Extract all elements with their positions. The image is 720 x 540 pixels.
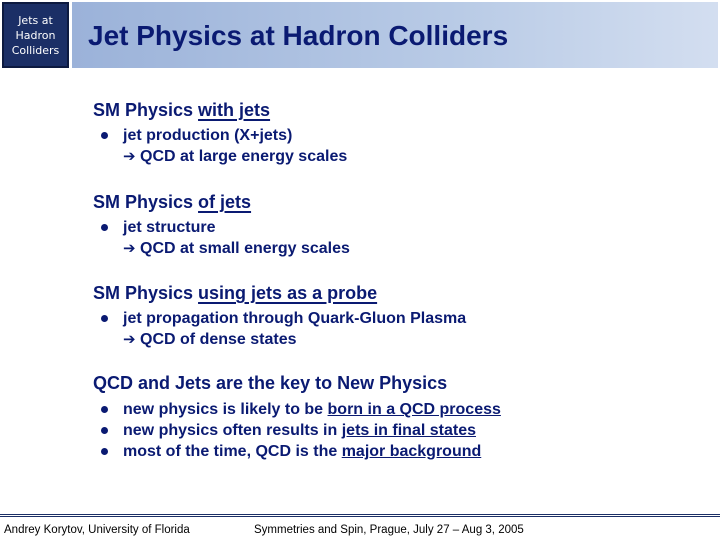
sub-text: QCD of dense states — [140, 331, 297, 348]
sub-text: QCD at small energy scales — [140, 240, 350, 257]
badge-line: Jets at — [18, 13, 53, 27]
bullet-dot-icon — [101, 315, 108, 322]
section-using-jets — [93, 282, 466, 350]
arrow-right-icon: ➔ — [123, 239, 136, 257]
bullet-text: jet propagation through Quark-Gluon Plasma — [123, 310, 467, 327]
bullet-text: new physics often results in — [123, 422, 342, 439]
bullet-underlined: born in a QCD process — [327, 401, 501, 418]
heading-underlined: with jets — [198, 100, 271, 120]
footer-author: Andrey Korytov, University of Florida — [4, 524, 190, 536]
bullet-dot-icon — [101, 448, 108, 455]
bullet-item — [93, 420, 501, 441]
arrow-right-icon: ➔ — [123, 330, 136, 348]
bullet-item — [93, 441, 501, 462]
heading-underlined: using jets as a probe — [198, 283, 378, 303]
bullet-item — [93, 217, 350, 238]
bullet-text: jet production (X+jets) — [123, 127, 293, 144]
bullet-dot-icon — [101, 224, 108, 231]
heading-prefix: SM Physics — [93, 283, 199, 303]
sub-item — [93, 146, 347, 167]
section-heading — [93, 191, 350, 213]
bullet-underlined: major background — [341, 443, 482, 460]
sub-item — [93, 329, 466, 350]
title-badge — [2, 2, 69, 68]
sub-item — [93, 238, 350, 259]
sub-text: QCD at large energy scales — [140, 148, 348, 165]
slide-title: Jet Physics at Hadron Colliders — [88, 20, 509, 51]
bullet-item — [93, 399, 501, 420]
section-heading: QCD and Jets are the key to New Physics — [93, 373, 448, 393]
section-with-jets — [93, 99, 347, 167]
footer-divider — [0, 514, 720, 517]
footer-conference: Symmetries and Spin, Prague, July 27 – Aug 3, 2005 — [254, 524, 524, 536]
bullet-underlined: jets in final states — [341, 422, 476, 439]
section-heading — [93, 99, 347, 121]
bullet-item — [93, 125, 347, 146]
section-qcd-new-physics — [93, 372, 501, 462]
bullet-text: jet structure — [123, 219, 216, 236]
arrow-right-icon: ➔ — [123, 147, 136, 165]
bullet-text: new physics is likely to be — [123, 401, 328, 418]
badge-line: Colliders — [11, 43, 60, 57]
bullet-text: most of the time, QCD is the — [123, 443, 342, 460]
bullet-dot-icon — [101, 427, 108, 434]
heading-prefix: SM Physics — [93, 192, 199, 212]
section-of-jets — [93, 191, 350, 259]
badge-line: Hadron — [15, 28, 56, 42]
heading-prefix: SM Physics — [93, 100, 199, 120]
heading-underlined: of jets — [198, 192, 252, 212]
section-heading — [93, 282, 466, 304]
bullet-item — [93, 308, 466, 329]
bullet-dot-icon — [101, 132, 108, 139]
bullet-dot-icon — [101, 406, 108, 413]
